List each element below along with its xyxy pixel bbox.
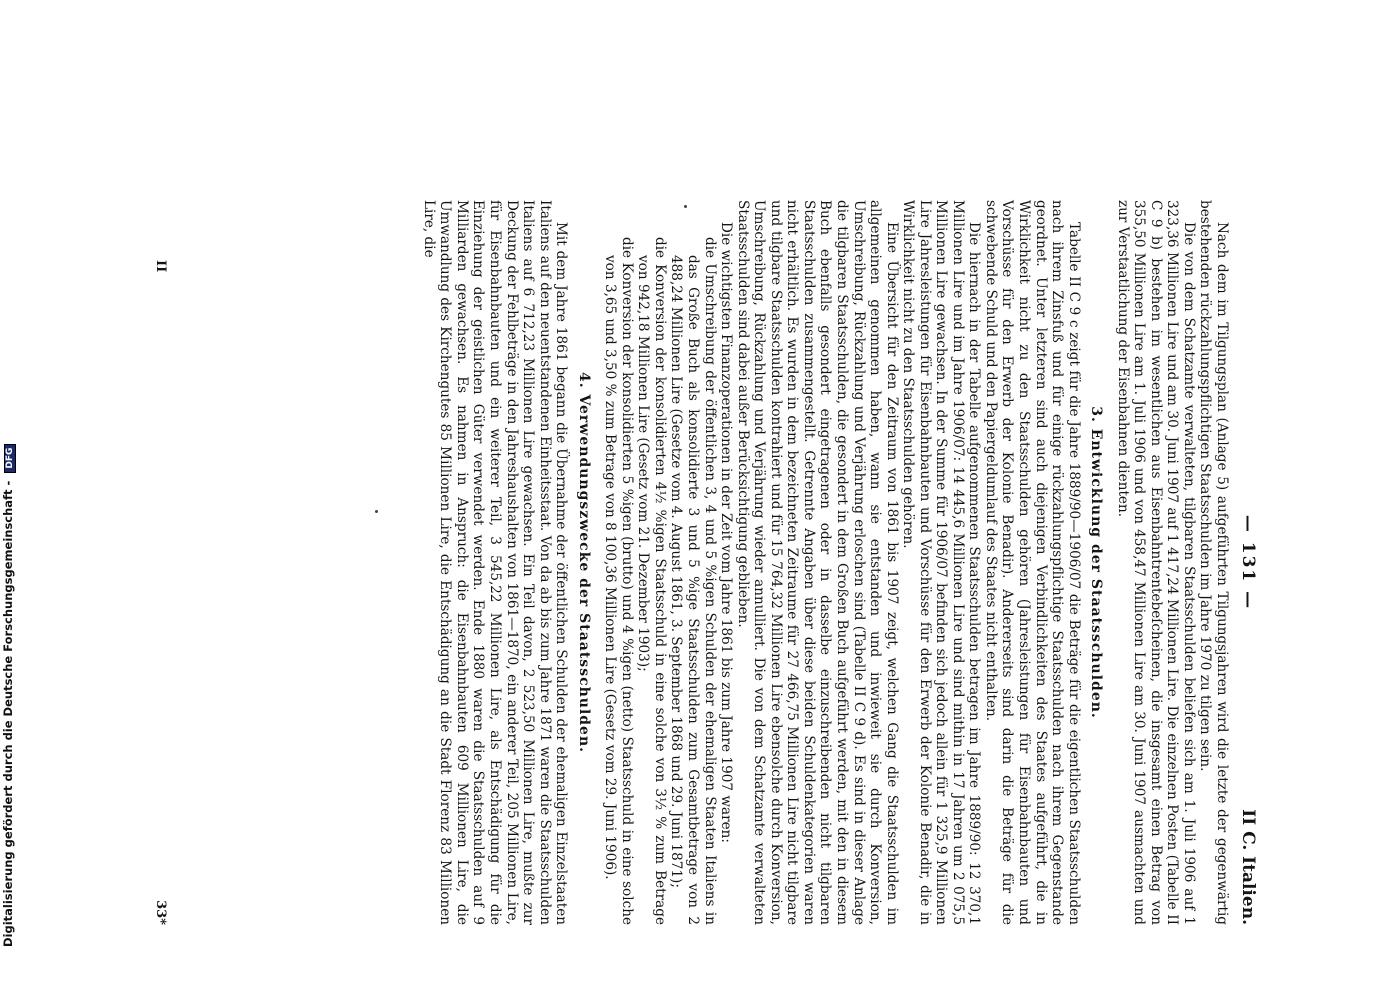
page-number: — 131 — [1238, 514, 1258, 611]
paragraph: Tabelle II C 9 c zeigt für die Jahre 1889/90—1906/07 die Beträge für die eigentlichen Staatsschulden nach ihrem Zinsfuß und für einige rückzahlungspflichtige Staatsschulden nach ihrem Gegenstande geordnet. Unter letzteren sind auch diejenigen Verbindlichkeiten des Staates aufgeführt, die in Wirklichkeit nicht zu den Staatsschulden gehören (Jahresleistungen für Eisenbahnbauten und Vorschüsse für den Erwerb der Kolonie Benadir). Andererseits sind darin die Beträge für die schwebende Schuld und den Papiergeldumlauf des Staates nicht enthalten. [982, 200, 1082, 925]
section-heading: 3. Entwicklung der Staatsschulden. [1088, 406, 1105, 719]
page-header [1230, 200, 1260, 925]
list-item: die Konversion der konsolidierten 4½ %igen Staatsschuld in eine solche von 3½ % zum Betrage von 942,18 Millionen Lire (Gesetz vom 21. Dezember 1903); [635, 237, 668, 925]
list-item: die Konversion der konsolidierten 5 %igen (brutto) und 4 %igen (netto) Staatsschuld in eine solche von 3,65 und 3,50 % zum Betrage von 8 100,36 Millionen Lire (Gesetz vom 29. Juni 1906). [602, 237, 635, 925]
list-item: die Umschreibung der öffentlichen 3, 4 und 5 %igen Schulden der ehemaligen Staaten Italiens in das Große Buch als konsolidierte 3 und 5 %ige Staatsschulden zum Gesamtbetrage von 2 488,24 Millionen Lire (Gesetze vom 4. August 1861, 3. September 1868 und 29. Juni 1871); [668, 237, 718, 925]
paragraph: Nach dem im Tilgungsplan (Anlage 5) aufgeführten Tilgungsjahren wird die letzte der gegenwärtig bestehenden rückzahlungspflichtigen Staatsschulden im Jahre 1970 zu tilgen sein. [1197, 200, 1230, 925]
credit-text: Digitalisierung gefördert durch die Deutsche Forschungsgemeinschaft - [1, 480, 15, 947]
paragraph: Mit dem Jahre 1861 begann die Übernahme der öffentlichen Schulden der ehemaligen Einzelstaaten Italiens auf den neuentstandenen Einheitsstaat. Von da ab bis zum Jahre 1871 waren die Staatsschulden Italiens auf 6 712,23 Millionen Lire gewachsen. Ein Teil davon, 2 523,50 Millionen Lire, mußte zur Deckung der Fehlbeträge in den Jahreshaushalten von 1861—1870, ein anderer Teil, 205 Millionen Lire, für Eisenbahnbauten und ein weiterer Teil, 3 545,22 Millionen Lire, als Entschädigung für die Einziehung der geistlichen Güter verwendet werden. Ende 1880 waren die Staatsschulden auf 9 Milliarden gewachsen. Es nahmen in Anspruch: die Eisenbahnbauten 609 Millionen Lire, die Umwandlung des Kirchengutes 85 Millionen Lire, die Entschädigung an die Stadt Florenz 83 Millionen Lire, die [420, 200, 570, 925]
signature-mark-right: 33* [153, 900, 168, 925]
dfg-logo: DFG [4, 444, 16, 473]
paragraph: Die hiernach in der Tabelle aufgenommenen Staatsschulden betragen im Jahre 1889/90: 12 370,1 Millionen Lire und im Jahre 1906/07: 14 445,6 Millionen Lire und sind mithin in 17 Jahren um 2 075,5 Millionen Lire gewachsen. In der Summe für 1906/07 befinden sich jedoch allein für 1 325,9 Millionen Lire Jahresleistungen für Eisenbahnbauten und Vorschüsse für den Erwerb der Kolonie Benadir, die in Wirklichkeit nicht zu den Staatsschulden gehören. [900, 200, 983, 925]
paragraph: Die von dem Schatzamte verwalteten, tilgbaren Staatsschulden beliefen sich am 1. Juli 1906 auf 1 323,36 Millionen Lire und am 30. Juni 1907 auf 1 417,24 Millionen Lire. Die einzelnen Posten (Tabelle II C 9 b) bestehen im wesentlichen aus Eisenbahntrentebeſcheinen, die insgesamt einen Betrag von 355,50 Millionen Lire am 1. Juli 1906 und von 458,47 Millionen Lire am 30. Juni 1907 ausmachten und zur Verstaatlichung der Eisenbahnen dienten. [1114, 200, 1197, 925]
running-title: II C. Italien. [1238, 809, 1258, 925]
page-footer [150, 200, 168, 925]
section-heading: 4. Verwendungszwecke der Staatsschulden. [575, 371, 592, 754]
page-body [150, 200, 1260, 925]
scan-speck [375, 510, 378, 513]
paragraph: Eine Übersicht für den Zeitraum von 1861 bis 1907 zeigt, welchen Gang die Staatsschulden im allgemeinen genommen haben, wann sie entstanden und inwieweit sie durch Konversion, Umschreibung, Rückzahlung und Verjährung erloschen sind (Tabelle II C 9 d). Es sind in dieser Anlage die tilgbaren Staatsschulden, die gesondert in dem Großen Buch aufgeführt werden, mit den in diesem Buch ebenfalls gesondert eingetragenen oder in dasselbe einzuschreibenden nicht tilgbaren Staatsschulden zusammengestellt. Getrennte Angaben über diese beiden Schuldenkategorien waren nicht erhältlich. Es wurden in dem bezeichneten Zeitraume für 27 466,75 Millionen Lire nicht tilgbare und tilgbare Staatsschulden kontrahiert und für 15 764,32 Millionen Lire ebensolche durch Konversion, Umschreibung, Rückzahlung und Verjährung wieder annulliert. Die von dem Schatzamte verwalteten Staatsschulden sind dabei außer Berücksichtigung geblieben. [734, 200, 900, 925]
scan-speck [684, 205, 687, 208]
paragraph: Die wichtigsten Finanzoperationen in der Zeit vom Jahre 1861 bis zum Jahre 1907 waren: [718, 222, 735, 843]
digitization-credit [1, 27, 15, 947]
signature-mark-left: II [153, 260, 168, 273]
rotated-page-content [150, 200, 1260, 925]
